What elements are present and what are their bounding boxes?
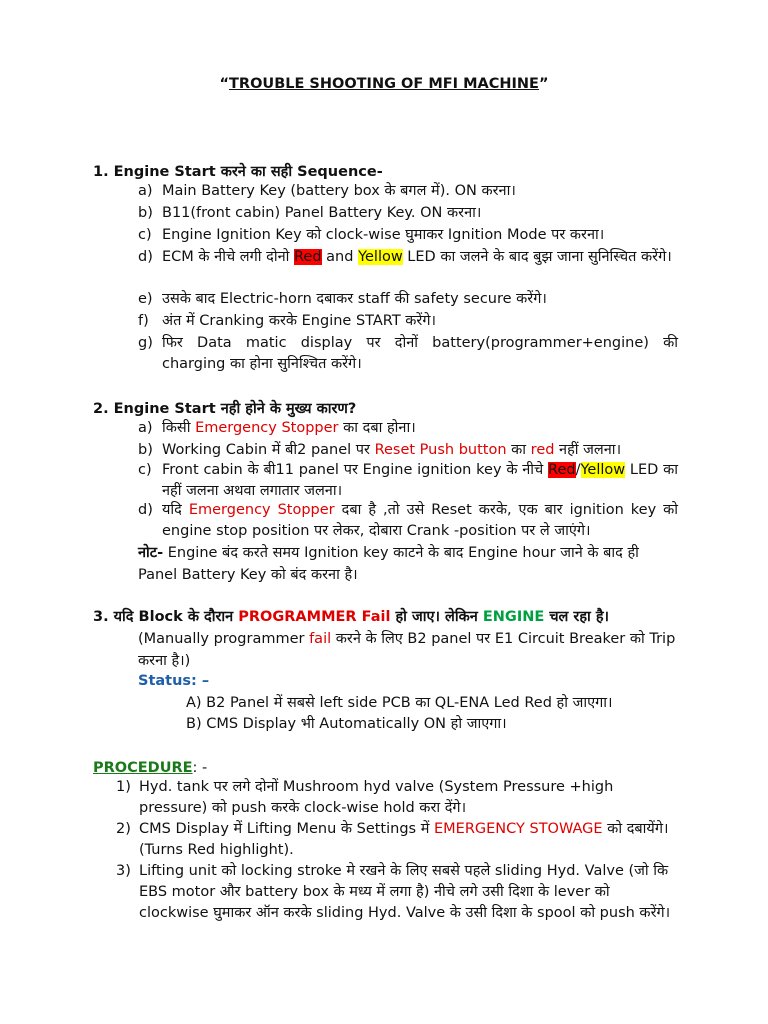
section3-heading: 3. यदि Block के दौरान PROGRAMMER Fail हो जाए। लेकिन ENGINE चल रहा है।	[93, 609, 610, 625]
section1-heading: 1. Engine Start करने का सही Sequence-	[93, 164, 383, 180]
list-item: 3) Lifting unit को locking stroke मे रखने के लिए सबसे पहले sliding Hyd. Valve (जो कि EBS motor और battery box के मध्य में लगा है) नीचे लगे उसी दिशा के lever को clockwise घुमाकर ऑन करके sliding Hyd. Valve के उसी दिशा के spool को push करेंगे।	[116, 863, 671, 921]
list-item: 1) Hyd. tank पर लगे दोनों Mushroom hyd valve (System Pressure +high pressure) को push करके clock-wise hold करा देंगे।	[116, 779, 614, 816]
list-item: g) फिर Data matic display पर दोनों battery(programmer+engine) की charging का होना सुनिश्चित करेंगे।	[138, 335, 678, 372]
list-item: d) यदि Emergency Stopper दबा है ,तो उसे Reset करके, एक बार ignition key को engine stop position पर लेकर, दोबारा Crank -position पर ले जाएंगे।	[138, 502, 679, 539]
section2-heading: 2. Engine Start नही होने के मुख्य कारण?	[93, 401, 357, 417]
list-item: d) ECM के नीचे लगी दोनो Red and Yellow LED का जलने के बाद बुझ जाना सुनिस्चित करेंगे।	[138, 249, 672, 265]
status-a: A) B2 Panel में सबसे left side PCB का QL-ENA Led Red हो जाएगा।	[186, 695, 613, 711]
list-item: b) B11(front cabin) Panel Battery Key. ON करना।	[138, 205, 482, 221]
list-item: a) किसी Emergency Stopper का दबा होना।	[138, 420, 416, 436]
list-item: 2) CMS Display में Lifting Menu के Settings में EMERGENCY STOWAGE को दबायेंगे। (Turns Red highlight).	[116, 821, 669, 858]
procedure-heading: PROCEDURE: -	[93, 760, 208, 776]
list-item: f) अंत में Cranking करके Engine START करेंगे।	[138, 313, 437, 329]
list-item: b) Working Cabin में बी2 panel पर Reset Push button का red नहीं जलना।	[138, 442, 622, 458]
document-title: “TROUBLE SHOOTING OF MFI MACHINE”	[219, 76, 549, 92]
note-label: नोट-	[138, 545, 164, 561]
status-label: Status: –	[138, 673, 210, 689]
list-item: c) Front cabin के बी11 panel पर Engine ignition key के नीचे Red/Yellow LED का नहीं जलना अथवा लगातार जलना।	[138, 462, 679, 499]
note-paragraph: नोट- Engine बंद करते समय Ignition key काटने के बाद Engine hour जाने के बाद ही Panel Battery Key को बंद करना है।	[138, 545, 639, 583]
list-item: c) Engine Ignition Key को clock-wise घुमाकर Ignition Mode पर करना।	[138, 227, 605, 243]
red-highlight: Red	[294, 249, 322, 265]
section3-paren: (Manually programmer fail करने के लिए B2 panel पर E1 Circuit Breaker को Trip करना है।)	[138, 631, 676, 669]
list-item: e) उसके बाद Electric-horn दबाकर staff की safety secure करेंगे।	[138, 291, 547, 307]
yellow-highlight: Yellow	[358, 249, 403, 265]
yellow-highlight: Yellow	[580, 462, 626, 478]
title-text: TROUBLE SHOOTING OF MFI MACHINE	[229, 76, 539, 92]
red-highlight: Red	[548, 462, 576, 478]
list-item: a) Main Battery Key (battery box के बगल में). ON करना।	[138, 183, 516, 199]
status-b: B) CMS Display भी Automatically ON हो जाएगा।	[186, 716, 507, 732]
